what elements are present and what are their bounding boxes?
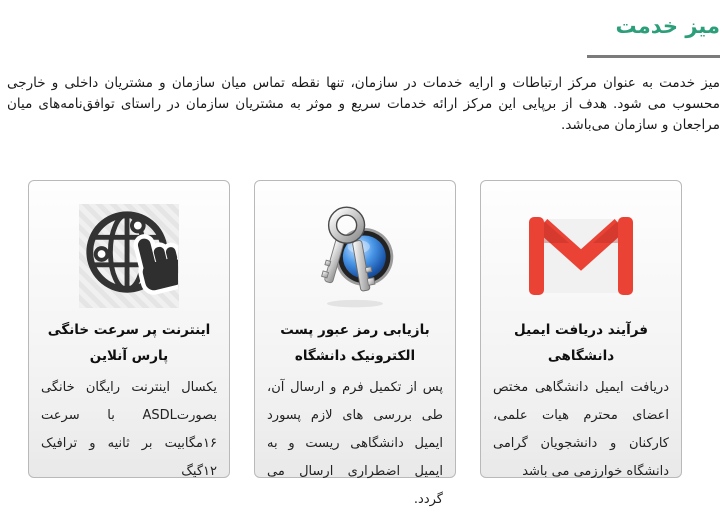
globe-click-icon [41, 199, 217, 313]
card-description: پس از تکمیل فرم و ارسال آن، طی بررسی های لازم پسورد ایمیل دانشگاهی ریست و به ایمیل اضطراری ارسال می گردد. [267, 380, 443, 507]
card-title: فرآیند دریافت ایمیل دانشگاهی [514, 322, 648, 364]
card-description: یکسال اینترنت رایگان خانگی بصورتASDL با سرعت ۱۶مگابیت بر ثانیه و ترافیک ۱۲گیگ [41, 380, 217, 479]
title-underline [587, 55, 720, 58]
card-description: دریافت ایمیل دانشگاهی مختص اعضای محترم هیات علمی، کارکنان و دانشجویان گرامی دانشگاه خوارزمی می باشد [493, 380, 669, 479]
keychain-icon [267, 199, 443, 313]
intro-paragraph: میز خدمت به عنوان مرکز ارتباطات و ارایه خدمات در سازمان، تنها نقطه تماس میان سازمان و مشتریان داخلی و خارجی محسوب می شود. هدف از برپایی این مرکز ارائه خدمات سریع و موثر به مشتریان سازمان در راستای توافق‌نامه‌های میان مراجعان و سازمان می‌باشد. [7, 75, 720, 133]
service-desk-page [0, 12, 727, 507]
page-title: میز خدمت [615, 14, 720, 38]
card-password-recovery[interactable] [254, 180, 456, 507]
gmail-icon [493, 199, 669, 313]
card-home-internet[interactable] [28, 180, 230, 478]
card-title: بازیابی رمز عبور پست الکترونیک دانشگاه [280, 322, 430, 364]
service-cards-row [28, 180, 682, 507]
card-title: اینترنت پر سرعت خانگی پارس آنلاین [47, 322, 211, 364]
card-university-email[interactable] [480, 180, 682, 478]
